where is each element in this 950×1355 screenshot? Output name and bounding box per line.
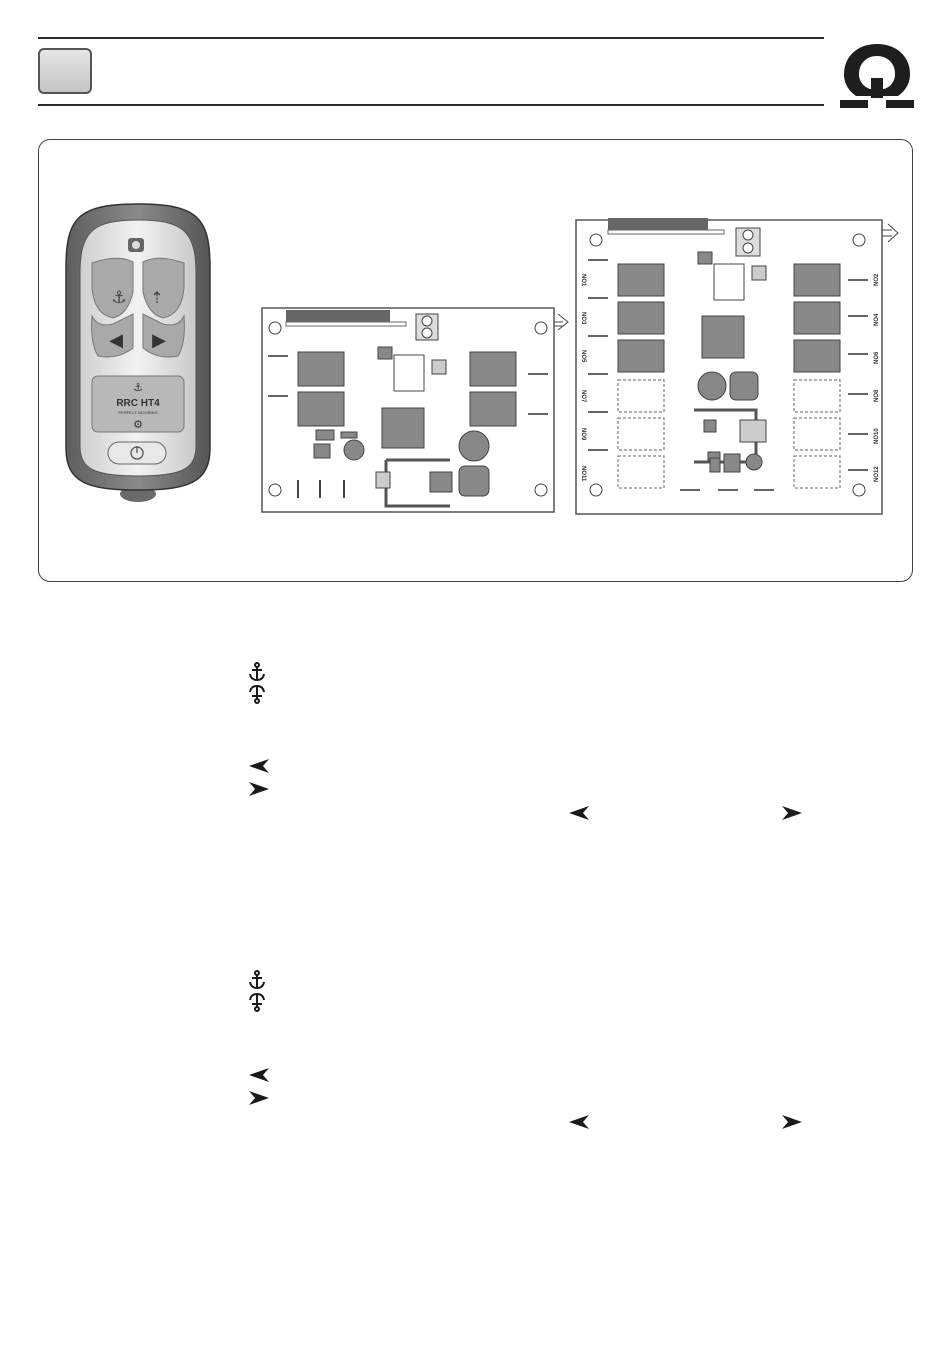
output-label-no6: NO6 bbox=[874, 351, 880, 364]
anchor-down-icon bbox=[248, 970, 266, 990]
arrow-right-icon bbox=[781, 1114, 803, 1130]
header-bottom-rule bbox=[38, 104, 824, 106]
anchor-down-icon bbox=[248, 662, 266, 682]
remote-control bbox=[58, 198, 218, 508]
anchor-up-icon bbox=[248, 684, 266, 704]
output-label-no8: NO8 bbox=[874, 389, 880, 402]
svg-text:▶: ▶ bbox=[152, 330, 166, 351]
output-label-no7: NO7 bbox=[580, 390, 586, 403]
arrow-right-icon bbox=[248, 1090, 270, 1106]
svg-text:⚓: ⚓ bbox=[111, 288, 127, 308]
svg-text:⚙: ⚙ bbox=[133, 418, 143, 431]
remote-tagline: PERFECT MOORING bbox=[118, 410, 158, 415]
output-label-no10: NO10 bbox=[874, 428, 880, 444]
arrow-left-icon bbox=[568, 805, 590, 821]
svg-text:⚓: ⚓ bbox=[133, 381, 143, 394]
receiver-board-large bbox=[572, 214, 908, 519]
arrow-left-icon bbox=[248, 758, 270, 774]
section-number-box bbox=[38, 48, 92, 94]
output-label-no4: NO4 bbox=[874, 313, 880, 326]
receiver-board-small bbox=[258, 300, 578, 515]
svg-text:◀: ◀ bbox=[109, 330, 123, 351]
arrow-right-icon bbox=[781, 805, 803, 821]
output-label-no12: NO12 bbox=[874, 466, 880, 482]
output-label-no5: NO5 bbox=[580, 350, 586, 363]
header-top-rule bbox=[38, 37, 824, 39]
output-label-no2: NO2 bbox=[874, 273, 880, 286]
arrow-left-icon bbox=[568, 1114, 590, 1130]
svg-text:⇡: ⇡ bbox=[150, 288, 164, 307]
output-label-no11: NO11 bbox=[580, 466, 586, 482]
output-label-no3: NO3 bbox=[580, 312, 586, 325]
quick-logo-icon bbox=[840, 38, 914, 108]
anchor-up-icon bbox=[248, 992, 266, 1012]
output-label-no1: NO1 bbox=[580, 274, 586, 287]
output-label-no9: NO9 bbox=[580, 428, 586, 441]
arrow-left-icon bbox=[248, 1067, 270, 1083]
remote-model-label: RRC HT4 bbox=[116, 398, 160, 409]
arrow-right-icon bbox=[248, 781, 270, 797]
